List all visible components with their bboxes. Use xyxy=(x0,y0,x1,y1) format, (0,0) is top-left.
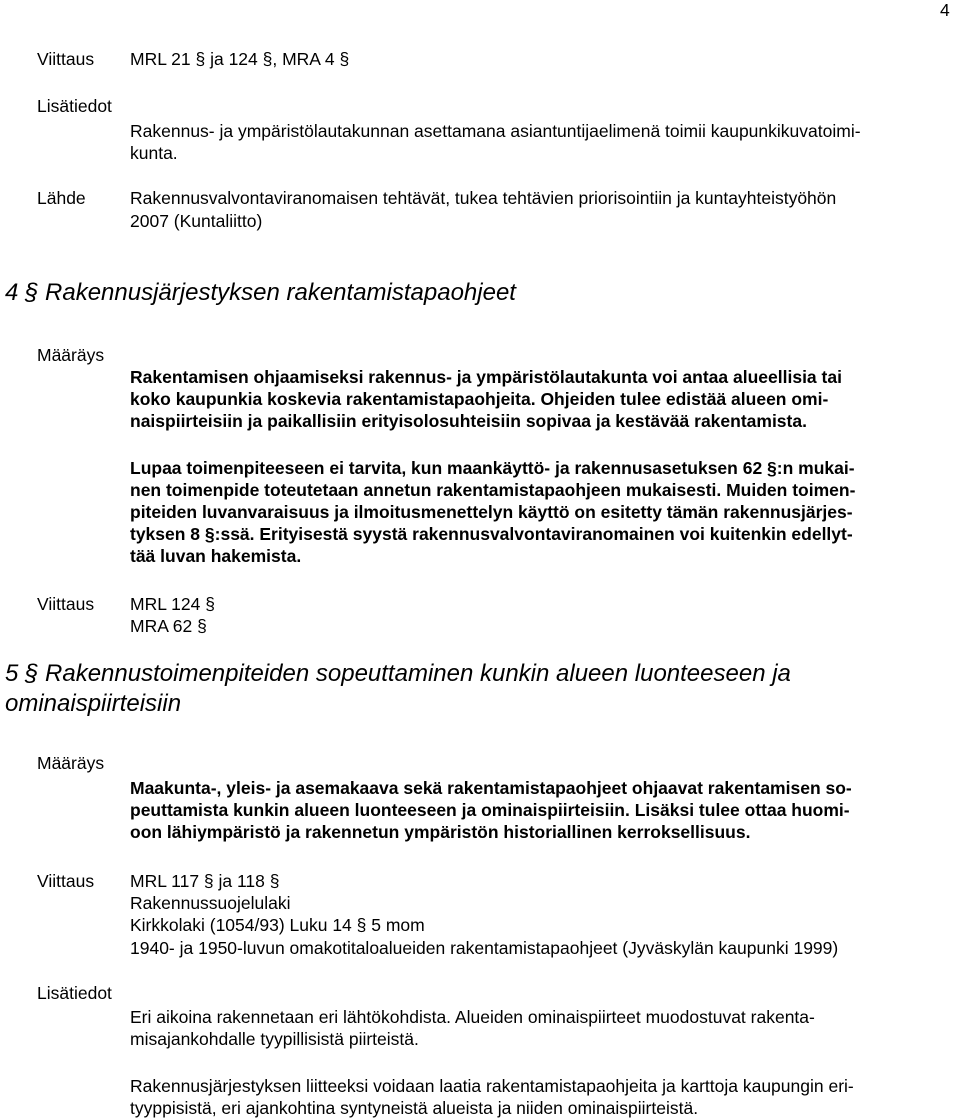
viittaus-label: Viittaus xyxy=(37,871,95,891)
viittaus-reference: MRA 62 § xyxy=(130,616,207,636)
lisatiedot-text-line: tyyppisistä, eri ajankohtina syntyneistä alueista ja niiden ominaispiirteistä. xyxy=(130,1098,699,1118)
lisatiedot-text-line: misajankohdalle tyypillisistä piirteistä. xyxy=(130,1029,419,1049)
maarays-text-line: piteiden luvanvaraisuus ja ilmoitusmenettelyn käyttö on esitetty tämän rakennusjärjes- xyxy=(130,502,853,522)
lisatiedot-label: Lisätiedot xyxy=(37,96,112,116)
maarays-text-line: oon lähiympäristö ja rakennetun ympäristön historiallinen kerroksellisuus. xyxy=(130,822,751,842)
maarays-text-line: naispiirteisiin ja paikallisiin erityisolosuhteisiin sopivaa ja kestävää rakentamista. xyxy=(130,411,807,431)
lisatiedot-text-line: Rakennusjärjestyksen liitteeksi voidaan laatia rakentamistapaohjeita ja karttoja kaupungin eri- xyxy=(130,1076,854,1096)
lisatiedot-text-line: Rakennus- ja ympäristölautakunnan asettamana asiantuntijaelimenä toimii kaupunkikuvatoimi- xyxy=(130,121,861,141)
section-5-heading: ominaispiirteisiin xyxy=(5,690,182,717)
section-5-heading: 5 § Rakennustoimenpiteiden sopeuttaminen kunkin alueen luonteeseen ja xyxy=(5,660,791,687)
viittaus-label: Viittaus xyxy=(37,49,95,69)
viittaus-reference: MRL 21 § ja 124 §, MRA 4 § xyxy=(130,49,350,69)
page-number: 4 xyxy=(940,0,950,20)
viittaus-reference: Kirkkolaki (1054/93) Luku 14 § 5 mom xyxy=(130,915,425,935)
lahde-text-line: Rakennusvalvontaviranomaisen tehtävät, tukea tehtävien priorisointiin ja kuntayhteistyöhön xyxy=(130,188,837,208)
viittaus-reference: MRL 117 § ja 118 § xyxy=(130,871,280,891)
maarays-text-line: tää luvan hakemista. xyxy=(130,546,302,566)
maarays-text-line: Maakunta-, yleis- ja asemakaava sekä rakentamistapaohjeet ohjaavat rakentamisen so- xyxy=(130,778,852,798)
viittaus-label: Viittaus xyxy=(37,594,95,614)
maarays-text-line: peuttamista kunkin alueen luonteeseen ja ominaispiirteisiin. Lisäksi tulee ottaa huomi- xyxy=(130,800,850,820)
section-4-heading: 4 § Rakennusjärjestyksen rakentamistapaohjeet xyxy=(5,279,516,306)
maarays-text-line: nen toimenpide toteutetaan annetun rakentamistapaohjeen mukaisesti. Muiden toimen- xyxy=(130,480,856,500)
lahde-text-line: 2007 (Kuntaliitto) xyxy=(130,211,263,231)
maarays-text-line: Lupaa toimenpiteeseen ei tarvita, kun maankäyttö- ja rakennusasetuksen 62 §:n mukai- xyxy=(130,458,855,478)
viittaus-reference: 1940- ja 1950-luvun omakotitaloalueiden rakentamistapaohjeet (Jyväskylän kaupunki 1999) xyxy=(130,938,839,958)
lahde-label: Lähde xyxy=(37,188,86,208)
maarays-text-line: Rakentamisen ohjaamiseksi rakennus- ja ympäristölautakunta voi antaa alueellisia tai xyxy=(130,367,842,387)
maarays-text-line: tyksen 8 §:ssä. Erityisestä syystä rakennusvalvontaviranomainen voi kuitenkin edellyt- xyxy=(130,524,853,544)
viittaus-reference: MRL 124 § xyxy=(130,594,215,614)
maarays-label: Määräys xyxy=(37,345,105,365)
maarays-text-line: koko kaupunkia koskevia rakentamistapaohjeita. Ohjeiden tulee edistää alueen omi- xyxy=(130,389,829,409)
lisatiedot-text-line: kunta. xyxy=(130,143,178,163)
viittaus-reference: Rakennussuojelulaki xyxy=(130,893,291,913)
lisatiedot-label: Lisätiedot xyxy=(37,983,112,1003)
maarays-label: Määräys xyxy=(37,753,105,773)
lisatiedot-text-line: Eri aikoina rakennetaan eri lähtökohdista. Alueiden ominaispiirteet muodostuvat rakenta- xyxy=(130,1007,815,1027)
